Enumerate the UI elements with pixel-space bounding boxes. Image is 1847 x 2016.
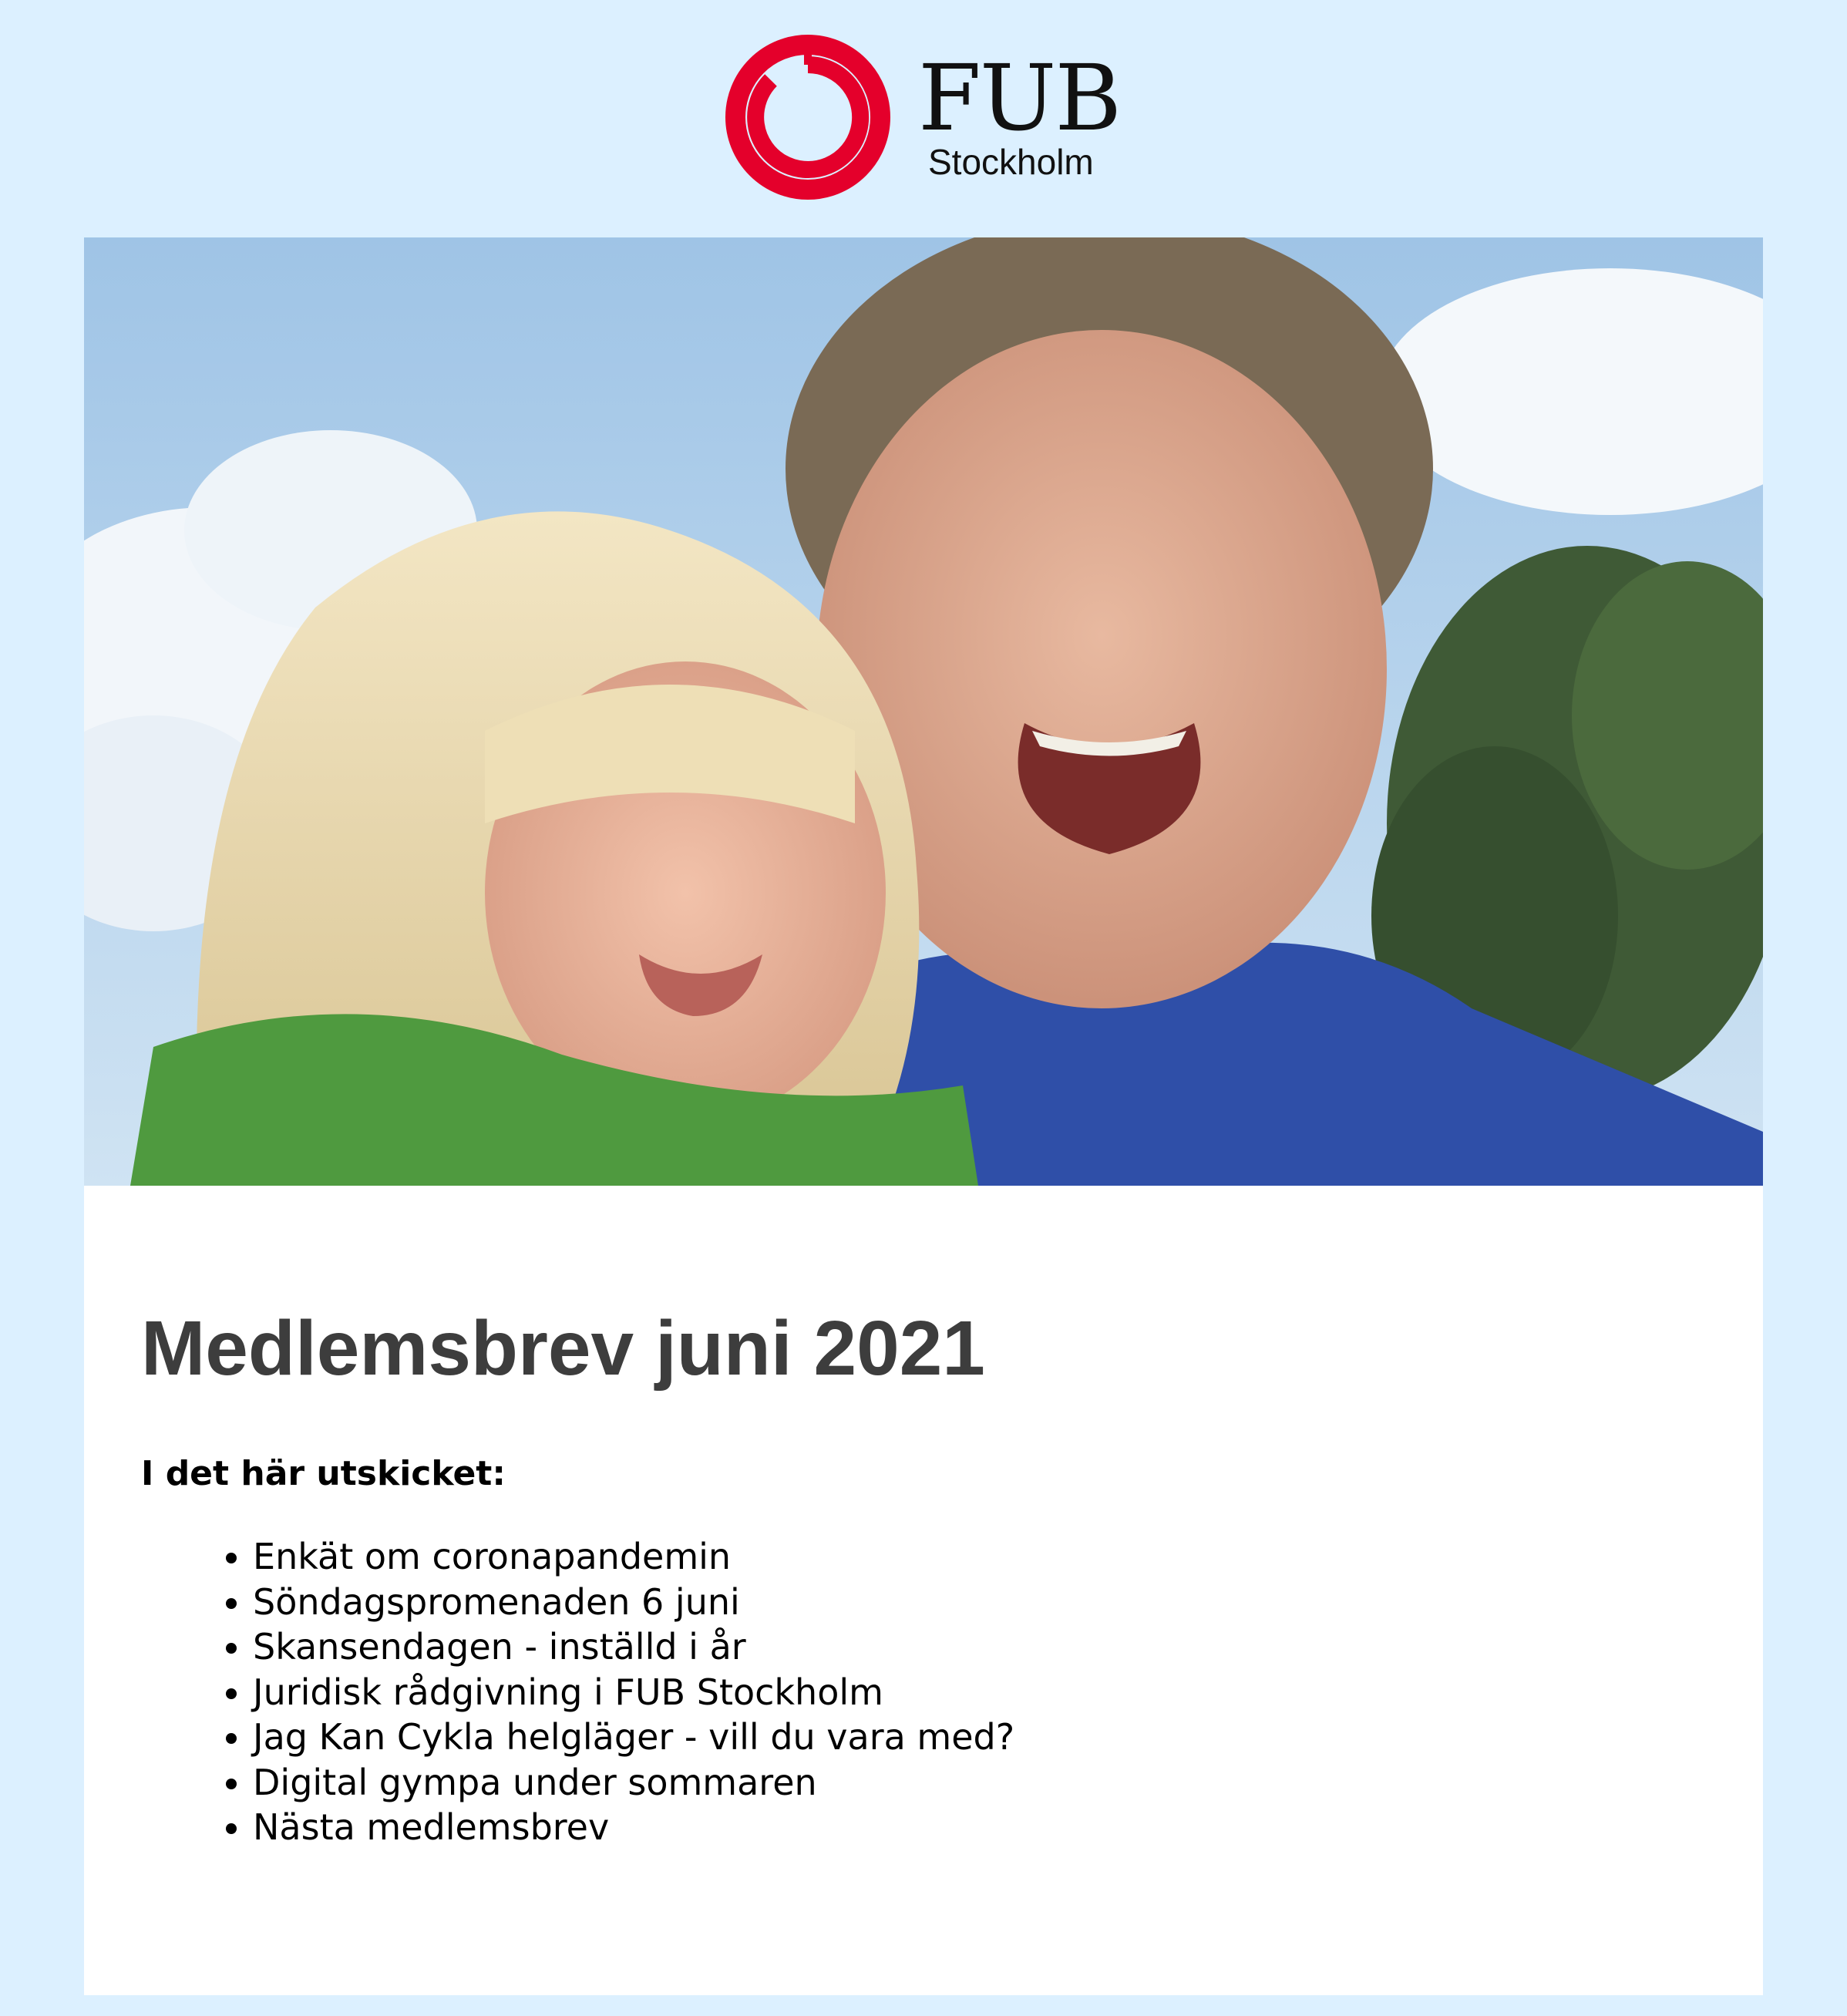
toc-item[interactable]: • Enkät om coronapandemin	[253, 1534, 1014, 1580]
toc-item[interactable]: • Söndagspromenaden 6 juni	[253, 1580, 1014, 1625]
newsletter-card	[84, 237, 1763, 1995]
toc-item[interactable]: • Skansendagen - inställd i år	[253, 1624, 1014, 1670]
toc-item[interactable]: • Juridisk rådgivning i FUB Stockholm	[253, 1670, 1014, 1715]
logo-subtitle: Stockholm	[928, 142, 1094, 182]
fub-stockholm-logo[interactable]	[723, 32, 1124, 207]
hero-photo-icon	[84, 237, 1763, 1186]
toc-item[interactable]: • Digital gympa under sommaren	[253, 1760, 1014, 1806]
logo-title: FUB	[918, 45, 1121, 151]
hero-image	[84, 237, 1763, 1186]
newsletter-title: Medlemsbrev juni 2021	[141, 1305, 985, 1392]
table-of-contents	[141, 1534, 1014, 1850]
toc-item[interactable]: • Nästa medlemsbrev	[253, 1805, 1014, 1850]
newsletter-intro: I det här utskicket:	[141, 1454, 506, 1493]
fub-ring-logo-icon	[723, 32, 893, 202]
toc-item[interactable]: • Jag Kan Cykla helgläger - vill du vara med?	[253, 1715, 1014, 1760]
email-header	[0, 0, 1847, 237]
